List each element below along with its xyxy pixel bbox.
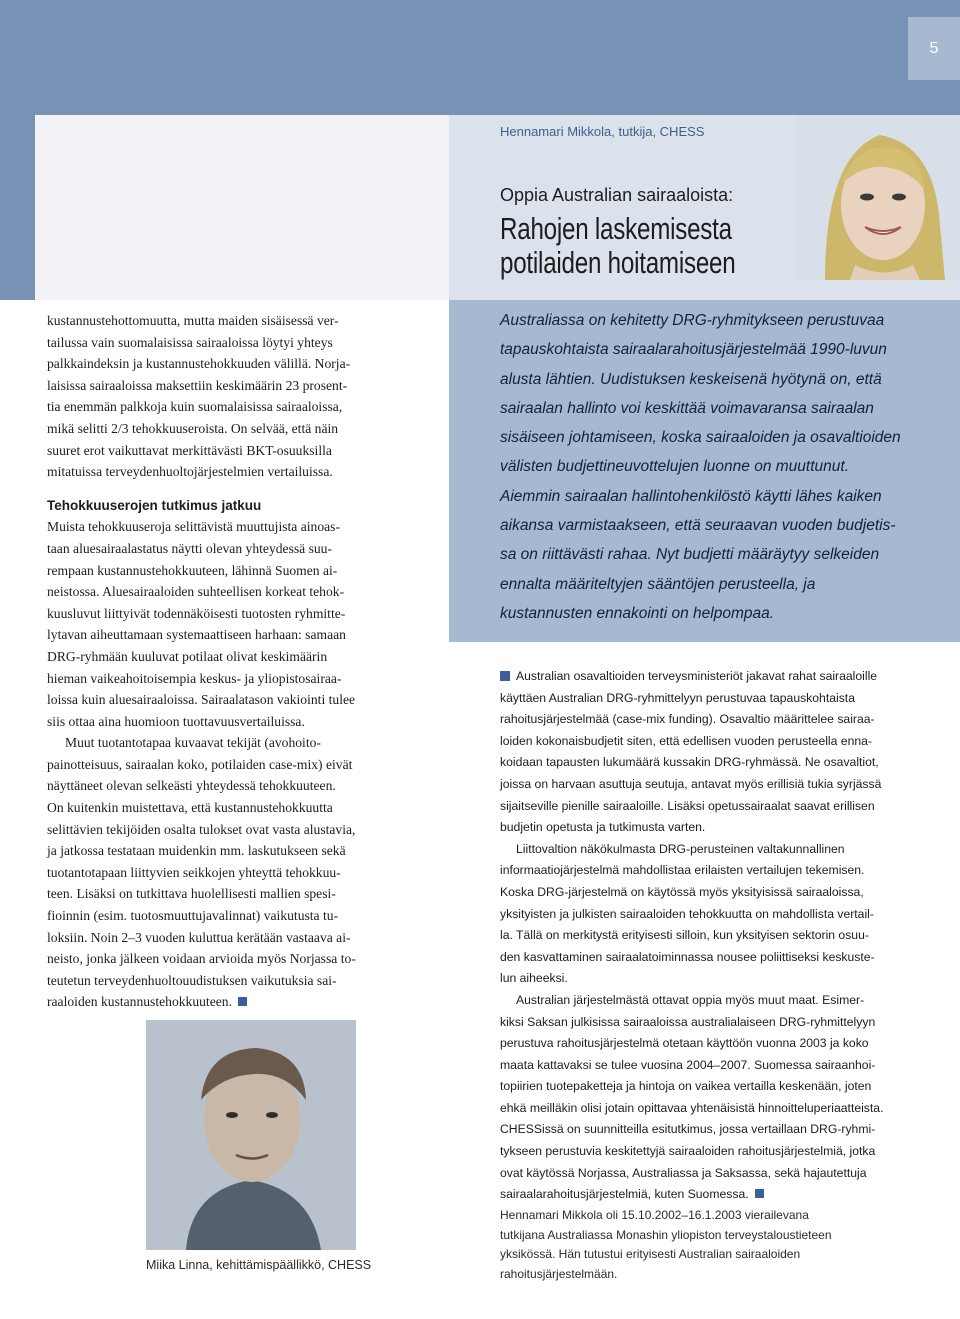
- text-line: siis ottaa aina huomioon tuottavuusvertailuissa.: [47, 713, 305, 729]
- lead-line: sairaalan hallinto voi keskittää voimavaransa sairaalan: [500, 399, 874, 417]
- text-line: den kasvattaminen sairaalatoiminnassa nousee poliittiseksi keskuste-: [500, 949, 875, 964]
- text-line: lun aiheeksi.: [500, 971, 568, 986]
- article-headline: [500, 212, 734, 280]
- lead-line: aikansa varmistaakseen, että seuraavan vuoden budjetis-: [500, 517, 896, 535]
- text-line: teen. Lisäksi on tutkittava huolellisesti mallien spesi-: [47, 886, 336, 902]
- text-line: ovat käytössä Norjassa, Australiassa ja Saksassa, sekä hajautettuja: [500, 1165, 867, 1180]
- portrait-man-image: [146, 1020, 356, 1250]
- text-line-last: [47, 991, 384, 1013]
- text-line: loiden kokonaisbudjetit siten, että edellisen vuoden perusteella enna-: [500, 733, 872, 748]
- text-line: palkkaindeksin ja kustannustehokkuuden välillä. Norja-: [47, 356, 351, 372]
- text-line-first: [500, 666, 920, 688]
- text-line: kustannustehottomuutta, mutta maiden sisäisessä ver-: [47, 313, 339, 328]
- left-column-body: [47, 310, 384, 1013]
- left-paragraph-2: [47, 516, 384, 732]
- note-line: Hennamari Mikkola oli 15.10.2002–16.1.2003 vierailevana: [500, 1208, 809, 1222]
- portrait-caption: Hennamari Mikkola, tutkija, CHESS: [500, 124, 705, 139]
- text-line: Australian järjestelmästä ottavat oppia myös muut maat. Esimer-: [516, 992, 865, 1007]
- note-line: yksikössä. Hän tutustui erityisesti Australian sairaaloiden: [500, 1247, 801, 1261]
- text-line: ehkä meilläkin olisi jotain opittavaa yhtenäisistä hinnoitteluperiaatteista.: [500, 1100, 884, 1115]
- text-line: laisissa sairaaloissa maksettiin keskimäärin 23 prosent-: [47, 377, 348, 393]
- text-line: Australian osavaltioiden terveysministeriöt jakavat rahat sairaaloille: [516, 669, 878, 683]
- text-line: koidaan tapausten lukumäärä kussakin DRG-ryhmässä. Ne osavaltiot,: [500, 755, 879, 770]
- lead-line: ennalta määriteltyjen sääntöjen perusteella, ja: [500, 575, 816, 593]
- lead-line: tapauskohtaista sairaalarahoitusjärjestelmää 1990-luvun: [500, 341, 887, 359]
- text-line: kiksi Saksan julkisissa sairaaloissa australialaiseen DRG-ryhmittelyyn: [500, 1014, 876, 1029]
- text-line: sairaalarahoitusjärjestelmiä, kuten Suomessa.: [500, 1187, 749, 1202]
- portrait-photo-man: [146, 1020, 356, 1250]
- right-paragraph-3: [500, 990, 920, 1206]
- text-line: DRG-ryhmään kuuluvat potilaat olivat keskimäärin: [47, 648, 328, 664]
- text-line: rahoitusjärjestelmää (case-mix funding). Osavaltio määrittelee sairaa-: [500, 712, 875, 727]
- author-note: [500, 1206, 920, 1284]
- text-line: loissa kuin aluesairaaloissa. Sairaalatason vakiointi tulee: [47, 692, 356, 708]
- text-line: lytavan aiheuttamaan systemaattiseen harhaan: samaan: [47, 627, 346, 643]
- text-line: raaloiden kustannustehokkuuteen.: [47, 994, 232, 1010]
- note-line: tutkijana Australiassa Monashin yliopiston terveystaloustieteen: [500, 1227, 832, 1242]
- right-column-body: [500, 666, 920, 1206]
- end-mark-square-icon: [755, 1189, 764, 1198]
- text-line: näyttäneet olevan selkeästi yhteydessä tehokkuuteen.: [47, 778, 336, 794]
- text-line: taan aluesairaalastatus näytti olevan yhteydessä suu-: [47, 540, 332, 556]
- text-line: kuusluvut liittyivät todennäköisesti tuotosten ryhmitte-: [47, 605, 346, 621]
- lead-line: sisäiseen johtamiseen, koska sairaaloiden ja osavaltioiden: [500, 429, 901, 447]
- text-line: suuret erot vaikuttavat merkittävästi BKT-osuuksilla: [47, 442, 332, 458]
- text-line: maata kattavaksi se tulee vuosina 2004–2007. Suomessa sairaanhoi-: [500, 1057, 876, 1072]
- section-subheading: Tehokkuuserojen tutkimus jatkuu: [47, 497, 262, 513]
- lead-line: sa on riittävästi rahaa. Nyt budjetti määräytyy selkeiden: [500, 546, 880, 564]
- portrait-caption: Miika Linna, kehittämispäällikkö, CHESS: [146, 1258, 372, 1272]
- text-line: ja jatkossa testataan muidenkin mm. laskutukseen sekä: [47, 843, 346, 859]
- text-line: yksityisten ja julkisten sairaaloiden tehokkuutta on mahdollista vertail-: [500, 906, 874, 921]
- header-band: [0, 0, 960, 115]
- text-line: Liittovaltion näkökulmasta DRG-perusteinen valtakunnallinen: [516, 841, 845, 856]
- right-paragraph-2: [500, 839, 920, 990]
- text-line: perustuva rahoitusjärjestelmä otetaan käyttöön vuonna 2003 ja koko: [500, 1036, 869, 1051]
- right-paragraph-1: [500, 666, 920, 839]
- text-line: Muista tehokkuuseroja selittävistä muuttujista ainoas-: [47, 519, 340, 535]
- text-line: topiirien tuotepaketteja ja hintoja on vaikea vertailla keskenään, joten: [500, 1079, 872, 1094]
- text-line: tykseen perustuvia keskitettyjä sairaaloiden rahoitusjärjestelmiä, jotka: [500, 1144, 876, 1159]
- headline-line: potilaiden hoitamiseen: [500, 245, 736, 280]
- text-line: la. Tällä on merkitystä erityisesti silloin, kun yksityisen sektorin osuu-: [500, 928, 869, 943]
- portrait-photo-woman: [795, 115, 960, 280]
- portrait-woman-image: [795, 115, 960, 280]
- text-line: rempaan kustannustehokkuuteen, lähinnä Suomen ai-: [47, 562, 338, 578]
- text-line: Muut tuotantotapaa kuvaavat tekijät (avohoito-: [65, 735, 321, 751]
- text-line-last: [500, 1184, 920, 1206]
- article-kicker: Oppia Australian sairaaloista:: [500, 185, 734, 205]
- left-paragraph-3: [47, 732, 384, 1013]
- text-line: On kuitenkin muistettava, että kustannustehokkuutta: [47, 800, 333, 816]
- text-line: neisto, jonka jälkeen voidaan arvioida myös Norjassa to-: [47, 951, 356, 967]
- note-line: rahoitusjärjestelmään.: [500, 1266, 618, 1281]
- text-line: budjetin opetusta ja tutkimusta varten.: [500, 820, 706, 835]
- start-mark-square-icon: [500, 671, 510, 681]
- text-line: selittävien tekijöiden osalta tulokset ovat vasta alustavia,: [47, 821, 356, 837]
- lead-line: Aiemmin sairaalan hallintohenkilöstö käytti lähes kaiken: [500, 487, 882, 505]
- text-line: hieman vaikeahoitoisempia keskus- ja yliopistosairaa-: [47, 670, 342, 686]
- text-line: neistossa. Aluesairaaloiden suhteellisen korkeat tehok-: [47, 584, 345, 600]
- end-mark-square-icon: [238, 997, 247, 1006]
- page-number: 5: [929, 40, 939, 57]
- text-line: Koska DRG-järjestelmä on käytössä myös yksityisissä sairaaloissa,: [500, 884, 864, 899]
- text-line: teutetun terveydenhuoltouudistuksen vaikutuksia sai-: [47, 972, 337, 988]
- text-line: loksiin. Noin 2–3 vuoden kuluttua kerätään vastaava ai-: [47, 929, 351, 945]
- text-line: fioinnin (esim. tuotosmuuttujavalinnat) vaikutusta tu-: [47, 908, 339, 924]
- text-line: tailussa vain suomalaisissa sairaaloissa löytyi yhteys: [47, 334, 333, 350]
- text-line: tuotantotapaan liittyvien seikkojen yhteyttä tehokkuu-: [47, 864, 341, 880]
- lead-line: Australiassa on kehitetty DRG-ryhmitykseen perustuvaa: [500, 312, 885, 329]
- header-light-panel: [35, 115, 449, 300]
- lead-paragraph: [500, 306, 920, 628]
- text-line: sijaitseville pienille sairaaloille. Lisäksi opetussairaalat saavat erillisen: [500, 798, 875, 813]
- lead-line: alusta lähtien. Uudistuksen keskeisenä hyötynä on, että: [500, 370, 882, 388]
- text-line: mikä selitti 2/3 tehokkuuseroista. On selvää, että näin: [47, 420, 339, 436]
- text-line: CHESSissä on suunnitteilla esitutkimus, jossa vertaillaan DRG-ryhmi-: [500, 1122, 876, 1137]
- left-accent-strip: [0, 115, 35, 300]
- text-line: informaatiojärjestelmä mahdollistaa erilaisten vertailujen tekemisen.: [500, 863, 865, 878]
- text-line: joissa on harvaan asuttuja seutuja, antavat myös erillisiä tukia syrjässä: [500, 776, 882, 791]
- lead-line: välisten budjettineuvottelujen luonne on muuttunut.: [500, 458, 849, 476]
- text-line: käyttäen Australian DRG-ryhmittelyyn perustuvaa tapauskohtaista: [500, 690, 855, 705]
- text-line: mitatuissa terveydenhuoltojärjestelmien vertailuissa.: [47, 464, 333, 480]
- lead-line: kustannusten ennakointi on helpompaa.: [500, 604, 775, 622]
- text-line: painotteisuus, sairaalan koko, potilaiden case-mix) eivät: [47, 756, 353, 772]
- text-line: tia enemmän palkkoja kuin suomalaisissa sairaaloissa,: [47, 399, 343, 415]
- headline-line: Rahojen laskemisesta: [500, 211, 732, 246]
- left-paragraph-1: [47, 310, 384, 483]
